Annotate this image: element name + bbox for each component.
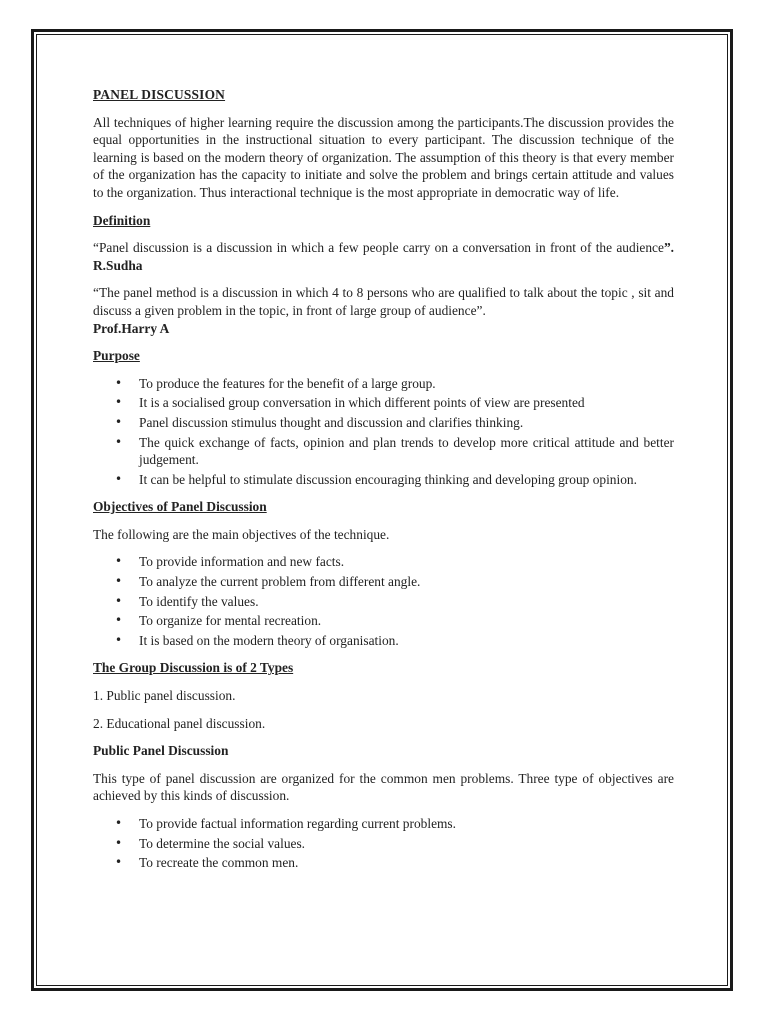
purpose-item: • It is a socialised group conversation in which different points of view are presented	[93, 394, 674, 412]
public-panel-item: • To recreate the common men.	[93, 854, 674, 872]
public-panel-heading: Public Panel Discussion	[93, 743, 229, 759]
definition-quote-1-text: “Panel discussion is a discussion in which a few people carry on a conversation in front of the audience	[93, 240, 664, 256]
objectives-item: • To identify the values.	[93, 593, 674, 611]
objectives-item: • To provide information and new facts.	[93, 553, 674, 571]
purpose-item: • It can be helpful to stimulate discussion encouraging thinking and developing group opinion.	[93, 471, 674, 489]
page-title: PANEL DISCUSSION	[93, 87, 226, 102]
types-item-1: 1. Public panel discussion.	[93, 688, 236, 704]
types-item-2: 2. Educational panel discussion.	[93, 715, 266, 731]
objectives-item: • To organize for mental recreation.	[93, 612, 674, 630]
public-panel-item: • To provide factual information regarding current problems.	[93, 815, 674, 833]
definition-quote-2-author: Prof.Harry A	[93, 320, 170, 336]
objectives-item: • To analyze the current problem from different angle.	[93, 573, 674, 591]
definition-quote-2	[93, 284, 674, 337]
public-panel-list	[93, 815, 674, 872]
public-panel-intro: This type of panel discussion are organized for the common men problems. Three type of objectives are achieved by this kinds of discussion.	[93, 770, 674, 804]
purpose-item: • The quick exchange of facts, opinion and plan trends to develop more critical attitude and better judgement.	[93, 434, 674, 469]
objectives-intro: The following are the main objectives of the technique.	[93, 526, 390, 542]
intro-paragraph: All techniques of higher learning require the discussion among the participants.The discussion provides the equal opportunities in the instructional situation to every participant. The discussion technique of the learning is based on the modern theory of organization. The assumption of this theory is that every member of the organization has the capacity to initiate and solve the problem and brings certain attitude and values to the organization. Thus interactional technique is the most appropriate in democratic way of life.	[93, 114, 674, 200]
definition-quote-2-text: “The panel method is a discussion in which 4 to 8 persons who are qualified to talk about the topic , sit and discuss a given problem in the topic, in front of large group of audience”.	[93, 285, 674, 318]
definition-quote-1-author: ”. R.Sudha	[93, 240, 674, 273]
objectives-heading: Objectives of Panel Discussion	[93, 499, 267, 515]
document-content	[93, 86, 674, 882]
purpose-item: • To produce the features for the benefit of a large group.	[93, 375, 674, 393]
objectives-list	[93, 553, 674, 649]
definition-quote-1	[93, 239, 674, 274]
types-heading: The Group Discussion is of 2 Types	[93, 660, 294, 676]
purpose-list	[93, 375, 674, 489]
purpose-item: • Panel discussion stimulus thought and discussion and clarifies thinking.	[93, 414, 674, 432]
purpose-heading: Purpose	[93, 348, 140, 364]
public-panel-item: • To determine the social values.	[93, 835, 674, 853]
definition-heading: Definition	[93, 212, 151, 228]
objectives-item: • It is based on the modern theory of organisation.	[93, 632, 674, 650]
